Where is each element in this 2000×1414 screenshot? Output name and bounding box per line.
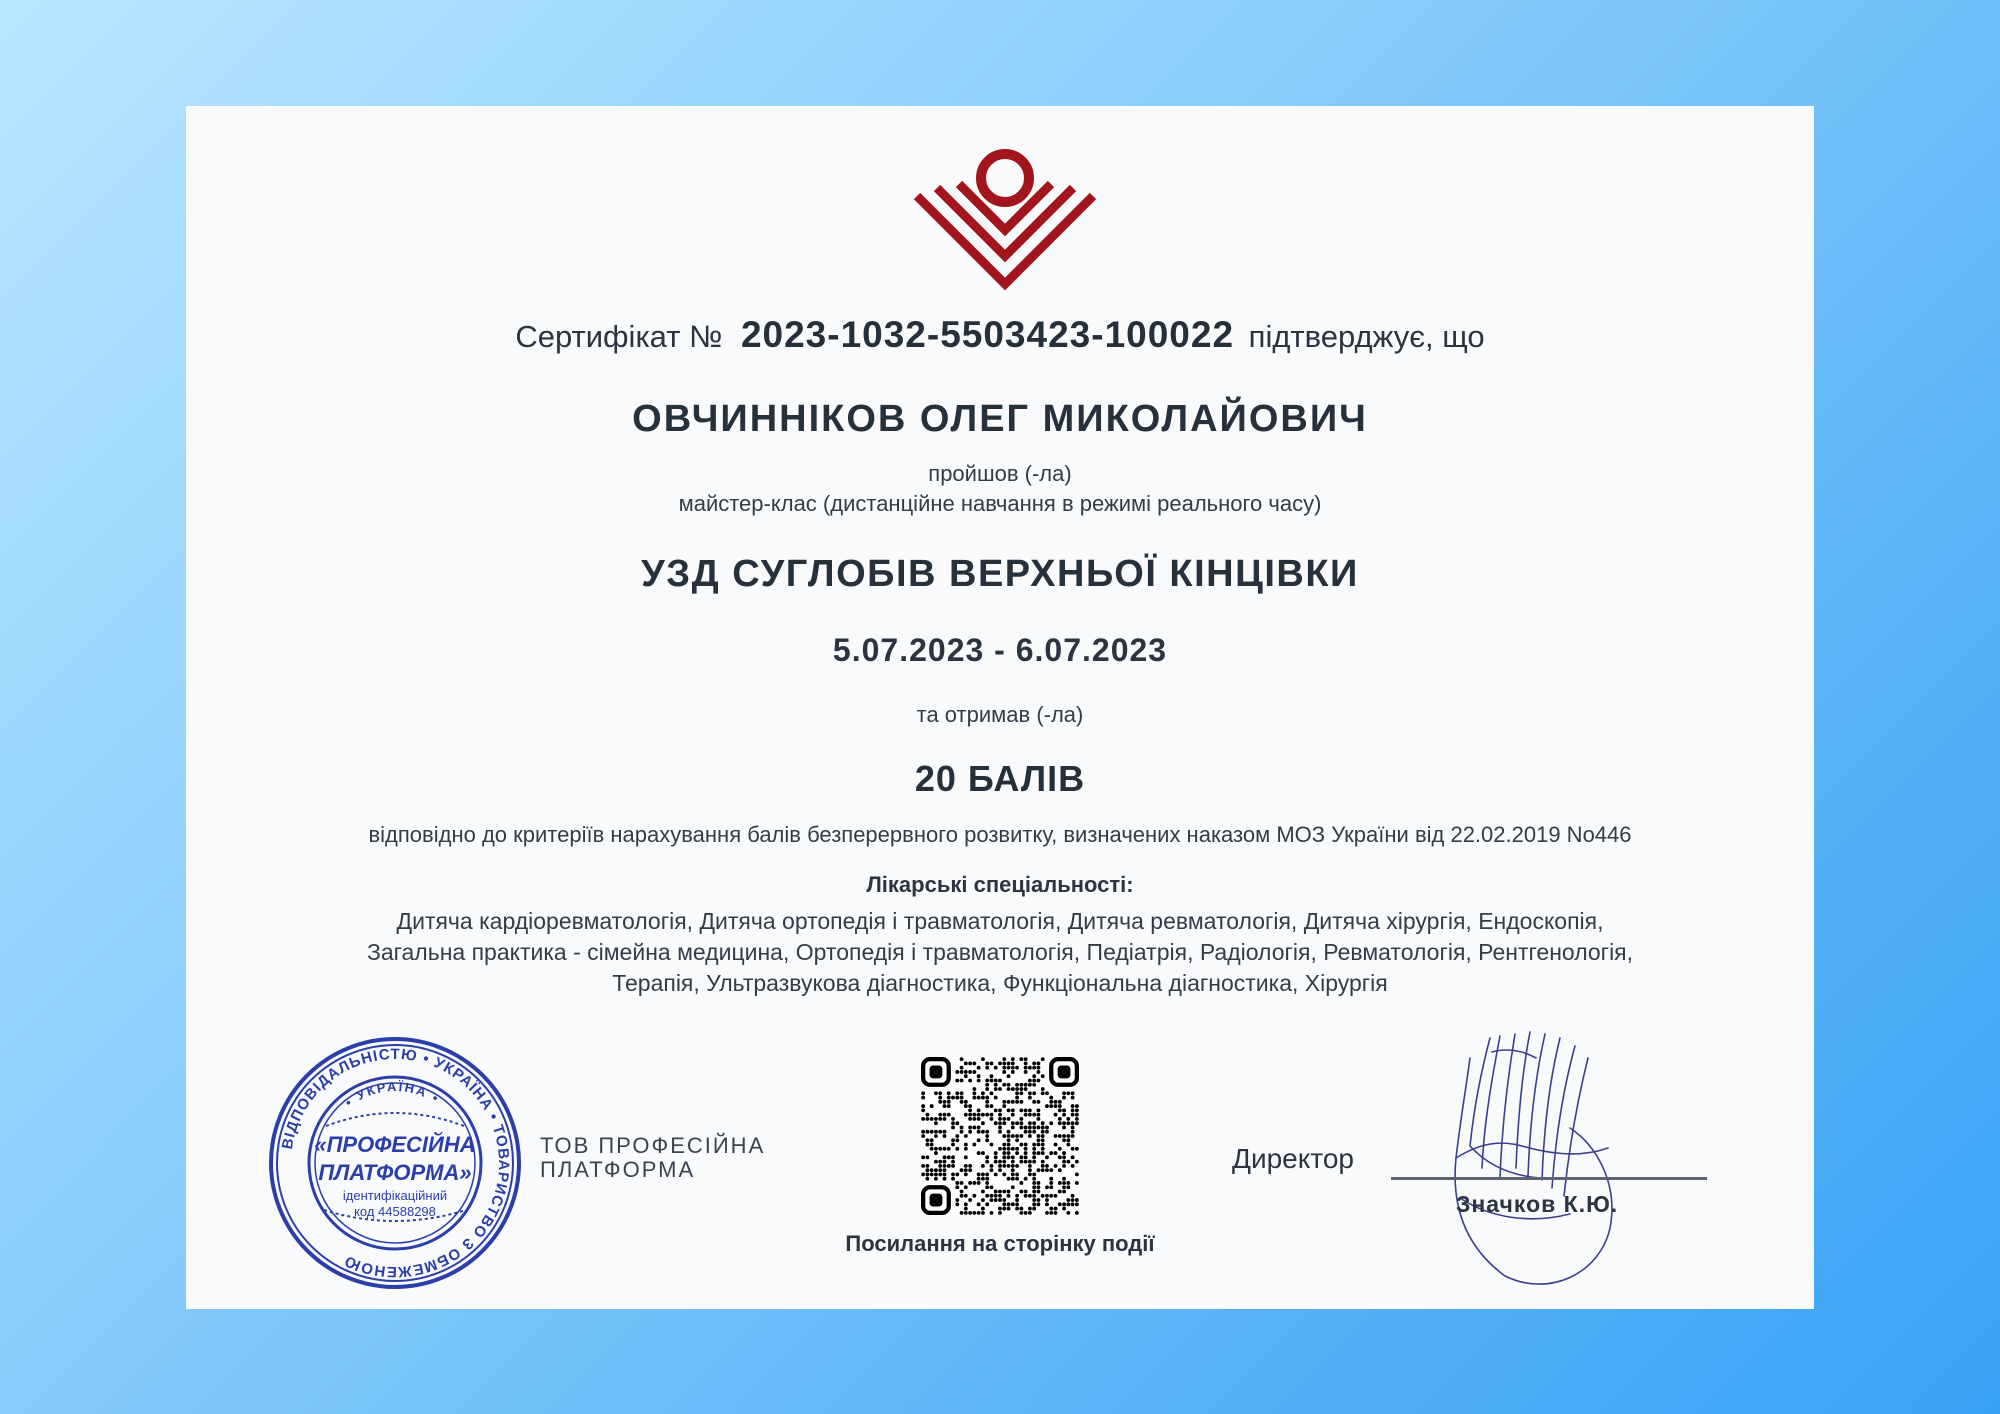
recipient-name: ОВЧИННІКОВ ОЛЕГ МИКОЛАЙОВИЧ — [632, 398, 1368, 440]
director-signature — [1430, 1028, 1642, 1288]
company-stamp — [266, 1034, 524, 1292]
stamp-center-line2: ПЛАТФОРМА» — [318, 1160, 472, 1185]
course-dates: 5.07.2023 - 6.07.2023 — [832, 632, 1168, 668]
criteria-text: відповідно до критеріїв нарахування балів безперервного розвитку, визначених наказом МОЗ України від 22.02.2019 No446 — [368, 822, 1632, 847]
stamp-center-line3: ідентифікаційний — [342, 1188, 448, 1203]
certificate-prefix: Сертифікат № — [515, 319, 723, 354]
stamp-ring-inner: • УКРАЇНА • — [341, 1078, 443, 1110]
stamp-center-line1: «ПРОФЕСІЙНА — [314, 1132, 476, 1157]
stamp-ring-outer: ВІДПОВІДАЛЬНІСТЮ • УКРАЇНА • ТОВАРИСТВО З ОБМЕЖЕНОЮ — [278, 1045, 513, 1281]
specialties-heading: Лікарські спеціальності: — [866, 872, 1134, 897]
specialties-line: Терапія, Ультразвукова діагностика, Функціональна діагностика, Хірургія — [612, 970, 1388, 996]
organization-name-line1: ТОВ ПРОФЕСІЙНА — [540, 1133, 766, 1158]
passed-text: пройшов (-ла) — [928, 461, 1072, 486]
certificate-card — [186, 106, 1814, 1309]
certificate-number-line — [186, 314, 1814, 356]
event-qr-code[interactable] — [921, 1057, 1079, 1215]
signature-line — [1391, 1177, 1707, 1180]
director-label: Директор — [1232, 1143, 1354, 1174]
organization-name-line2: ПЛАТФОРМА — [540, 1157, 696, 1182]
specialties-line: Дитяча кардіоревматологія, Дитяча ортопедія і травматологія, Дитяча ревматологія, Дитяча хірургія, Ендоскопія, — [396, 908, 1604, 934]
organization-name — [540, 1134, 765, 1182]
stamp-center-line4: код 44588298 — [354, 1204, 436, 1219]
specialties-list — [186, 906, 1814, 999]
course-format: майстер-клас (дистанційне навчання в режимі реального часу) — [678, 491, 1322, 516]
organization-logo — [911, 136, 1099, 294]
received-text: та отримав (-ла) — [916, 702, 1084, 727]
certificate-suffix: підтверджує, що — [1248, 319, 1485, 354]
course-title: УЗД СУГЛОБІВ ВЕРХНЬОЇ КІНЦІВКИ — [641, 553, 1359, 595]
points-awarded: 20 БАЛІВ — [914, 758, 1086, 799]
certificate-number: 2023-1032-5503423-100022 — [740, 314, 1235, 355]
signer-name: Значков К.Ю. — [1456, 1191, 1619, 1217]
specialties-line: Загальна практика - сімейна медицина, Ортопедія і травматологія, Педіатрія, Радіологія, Ревматологія, Рентгенологія, — [366, 939, 1634, 965]
qr-caption: Посилання на сторінку події — [845, 1231, 1155, 1256]
